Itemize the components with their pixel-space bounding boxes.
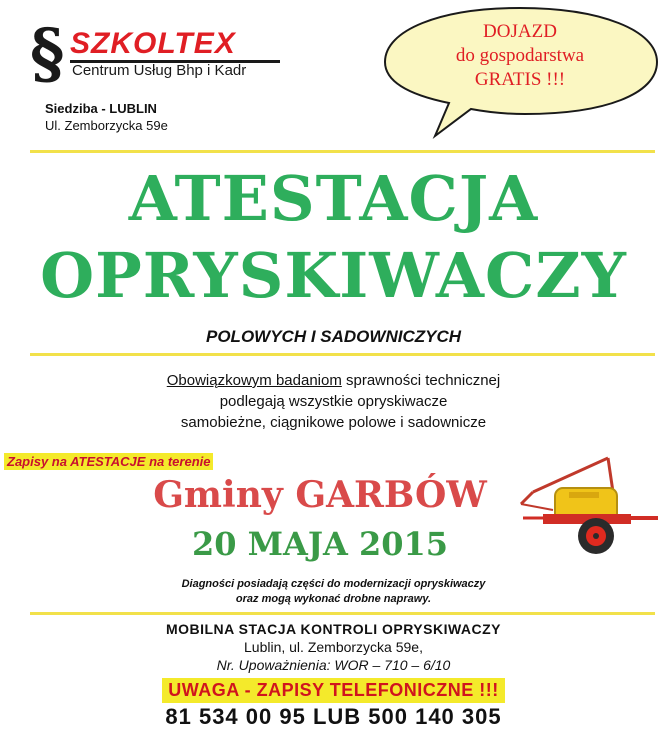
bubble-line-3: GRATIS !!! [474, 69, 566, 90]
municipality-name: Gminy GARBÓW [153, 474, 487, 516]
bottom-divider [30, 612, 655, 615]
main-title-line-1: ATESTACJA [128, 162, 539, 235]
note-line-2: oraz mogą wykonać drobne naprawy. [235, 593, 432, 605]
station-name: MOBILNA STACJA KONTROLI OPRYSKIWACZY [165, 621, 502, 637]
event-date: 20 MAJA 2015 [191, 525, 449, 563]
bubble-line-1: DOJAZD [483, 21, 557, 42]
paragraph-symbol-icon: § [30, 14, 65, 92]
intro-underlined: Obowiązkowym badaniom [166, 372, 342, 389]
subtitle: POLOWYCH I SADOWNICZYCH [206, 327, 461, 346]
sprayer-icon [513, 452, 663, 562]
phone-registration-warning: UWAGA - ZAPISY TELEFONICZNE !!! [162, 678, 505, 703]
authorization-number: Nr. Upoważnienia: WOR – 710 – 6/10 [216, 657, 451, 673]
phone-numbers: 81 534 00 95 LUB 500 140 305 [165, 704, 502, 729]
logo-name: SZKOLTEX [70, 27, 236, 60]
intro-line-1-rest: sprawności technicznej [341, 372, 501, 389]
free-transport-bubble [375, 2, 665, 142]
bubble-line-2: do gospodarstwa [455, 45, 585, 66]
parts-note [0, 577, 667, 607]
company-logo [30, 14, 300, 100]
intro-paragraph [0, 370, 667, 433]
middle-divider [30, 353, 655, 356]
station-address: Lublin, ul. Zemborzycka 59e, [244, 639, 423, 655]
intro-line-2: podlegają wszystkie opryskiwacze [219, 393, 448, 410]
intro-line-3: samobieżne, ciągnikowe polowe i sadownicze [180, 414, 487, 431]
top-divider [30, 150, 655, 153]
headquarters-label: Siedziba - LUBLIN [45, 101, 157, 116]
registration-label: Zapisy na ATESTACJE na terenie [4, 453, 213, 470]
logo-tagline: Centrum Usług Bhp i Kadr [72, 62, 247, 79]
note-line-1: Diagności posiadają części do modernizacji opryskiwaczy [181, 578, 486, 590]
headquarters-address: Ul. Zemborzycka 59e [45, 118, 168, 133]
main-title-line-2: OPRYSKIWACZY [40, 239, 627, 312]
